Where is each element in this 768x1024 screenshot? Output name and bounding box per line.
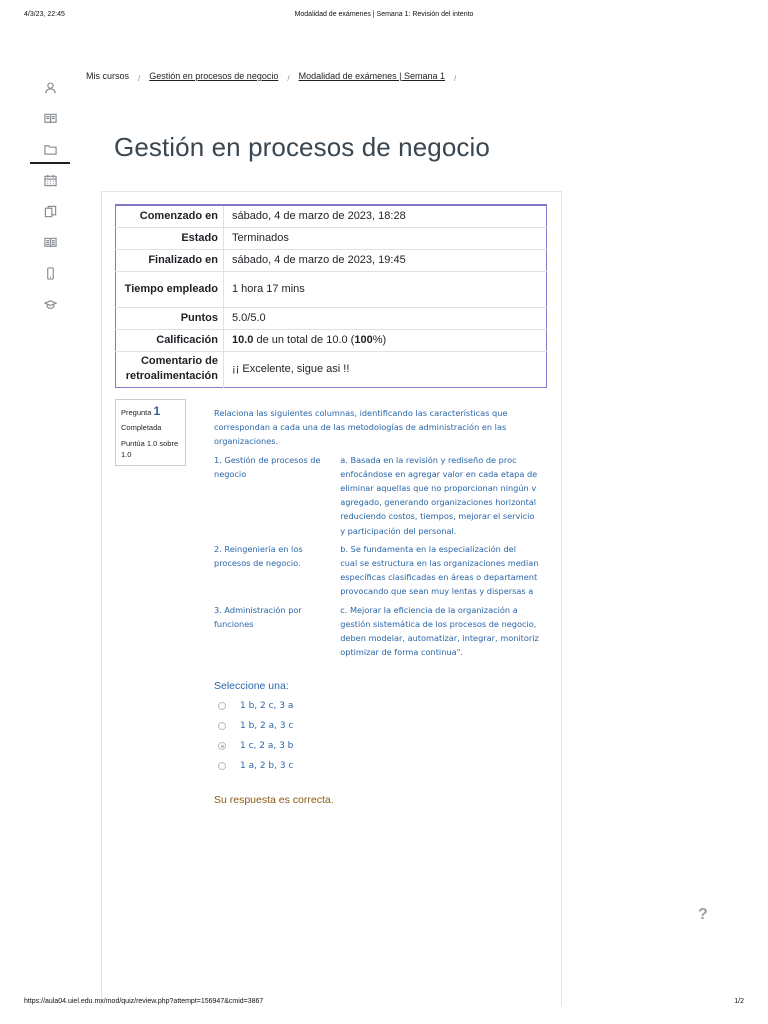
- question-mark: Puntúa 1.0 sobre 1.0: [121, 439, 179, 459]
- attempt-summary-table: [115, 204, 547, 388]
- summary-label: Tiempo empleado: [116, 271, 224, 307]
- answer-options: [218, 696, 293, 776]
- print-date: 4/3/23, 22:45: [24, 11, 65, 18]
- breadcrumb-course[interactable]: Gestión en procesos de negocio: [149, 71, 279, 81]
- question-row-line: optimizar de forma continua".: [340, 647, 463, 658]
- summary-label: Finalizado en: [116, 249, 224, 271]
- question-text: [214, 406, 554, 666]
- summary-row: [116, 329, 547, 351]
- print-page-number: 1/2: [734, 998, 744, 1005]
- summary-value: sábado, 4 de marzo de 2023, 19:45: [224, 249, 547, 271]
- question-row-line: y participación del personal.: [340, 525, 457, 536]
- question-row-left: 2. Reingeniería en los procesos de negocio.: [214, 543, 303, 569]
- question-row-line: reduciendo costos, tiempos, mejorar el servicio: [340, 511, 535, 522]
- question-row-left: 1. Gestión de procesos de negocio: [214, 454, 321, 479]
- phone-icon: [44, 267, 57, 280]
- summary-label: Puntos: [116, 307, 224, 329]
- summary-label: Calificación: [116, 329, 224, 351]
- summary-row: [116, 271, 547, 307]
- question-row-line: eliminar aquellas que no proporcionan ningún v: [340, 483, 537, 494]
- question-label: Pregunta: [121, 408, 152, 417]
- question-number: [121, 404, 180, 418]
- sidebar-item-content[interactable]: [30, 196, 70, 227]
- answer-option[interactable]: [218, 716, 293, 736]
- user-icon: [44, 81, 57, 94]
- summary-label: Comentario de retroalimentación: [116, 351, 224, 387]
- book-open-icon: [44, 236, 57, 249]
- breadcrumb: [86, 71, 465, 81]
- sidebar: [30, 72, 70, 320]
- question-row-line: específicas clasificadas en áreas o departament: [340, 572, 538, 583]
- print-url: https://aula04.uiel.edu.mx/mod/quiz/review.php?attempt=156947&cmid=3867: [24, 998, 264, 1005]
- select-one-label: Seleccione una:: [214, 680, 289, 692]
- sidebar-item-files[interactable]: [30, 134, 70, 165]
- question-row-line: c. Mejorar la eficiencia de la organización a: [340, 604, 518, 615]
- question-row-right: [340, 542, 554, 599]
- answer-option-label: 1 b, 2 a, 3 c: [240, 721, 294, 731]
- question-row-line: enfocándose en agregar valor en cada etapa de: [340, 468, 538, 479]
- sidebar-item-calendar[interactable]: [30, 165, 70, 196]
- question-row-right: [340, 603, 554, 660]
- question-row-line: cual se estructura en las organizaciones median: [340, 558, 539, 569]
- question-row-left: 3. Administración por funciones: [214, 604, 302, 629]
- breadcrumb-quiz[interactable]: Modalidad de exámenes | Semana 1: [298, 71, 446, 81]
- sidebar-item-courses[interactable]: [30, 289, 70, 320]
- summary-value: ¡¡ Excelente, sigue asi !!: [224, 351, 547, 387]
- grade-percent: 100: [354, 334, 373, 346]
- summary-value: 1 hora 17 mins: [224, 271, 547, 307]
- question-intro: Relaciona las siguientes columnas, identificando las características que correspondan a cada una de las metodologías de administración en las organizaciones.: [214, 408, 508, 447]
- book-icon: [44, 112, 57, 125]
- print-title: Modalidad de exámenes | Semana 1: Revisión del intento: [294, 11, 474, 18]
- grade-total-text: de un total de 10.0 (: [253, 334, 355, 346]
- sidebar-item-library[interactable]: [30, 227, 70, 258]
- sidebar-item-grades[interactable]: [30, 103, 70, 134]
- answer-option[interactable]: [218, 756, 293, 776]
- question-row-line: provocando que sean muy lentas y dispersas a: [340, 586, 534, 597]
- question-row-line: agregado, generando organizaciones horizontal: [340, 497, 537, 508]
- copy-icon: [44, 205, 57, 218]
- question-row-line: gestión sistemática de los procesos de negocio,: [340, 618, 537, 629]
- summary-row: [116, 205, 547, 227]
- answer-option-label: 1 a, 2 b, 3 c: [240, 761, 294, 771]
- folder-icon: [44, 143, 57, 156]
- grade-value: 10.0: [232, 334, 254, 346]
- breadcrumb-separator: /: [287, 73, 290, 83]
- answer-feedback: Su respuesta es correcta.: [214, 794, 334, 806]
- question-row: [214, 603, 554, 660]
- breadcrumb-separator: /: [454, 73, 457, 83]
- summary-value: sábado, 4 de marzo de 2023, 18:28: [232, 210, 406, 223]
- breadcrumb-my-courses[interactable]: Mis cursos: [86, 71, 130, 81]
- question-row: [214, 453, 554, 538]
- summary-row: [116, 249, 547, 271]
- graduation-cap-icon: [44, 298, 57, 311]
- question-row-line: b. Se fundamenta en la especialización del: [340, 543, 516, 554]
- question-row-right: [340, 453, 554, 538]
- question-info-box: [115, 399, 186, 466]
- summary-row: [116, 307, 547, 329]
- summary-row: [116, 227, 547, 249]
- question-row: [214, 542, 554, 599]
- summary-label: Comenzado en: [116, 205, 224, 227]
- grade-percent-end: %): [372, 334, 387, 346]
- question-number-value: 1: [153, 404, 161, 418]
- summary-value: 5.0/5.0: [224, 307, 547, 329]
- summary-value: Terminados: [224, 227, 547, 249]
- question-row-line: deben modelar, automatizar, integrar, monitoriz: [340, 633, 539, 644]
- answer-option-selected[interactable]: [218, 736, 293, 756]
- summary-row: [116, 351, 547, 387]
- answer-option-label: 1 b, 2 c, 3 a: [240, 701, 294, 711]
- page-title: Gestión en procesos de negocio: [114, 132, 490, 162]
- calendar-icon: [44, 174, 57, 187]
- sidebar-item-mobile[interactable]: [30, 258, 70, 289]
- summary-value: [224, 329, 547, 351]
- summary-label: Estado: [116, 227, 224, 249]
- print-header: [24, 11, 744, 23]
- sidebar-item-participants[interactable]: [30, 72, 70, 103]
- question-state: Completada: [121, 423, 162, 432]
- radio-button-checked[interactable]: [218, 742, 226, 750]
- answer-option-label: 1 c, 2 a, 3 b: [240, 741, 294, 751]
- answer-option[interactable]: [218, 696, 293, 716]
- question-row-line: a. Basada en la revisión y rediseño de proc: [340, 454, 517, 465]
- breadcrumb-separator: /: [138, 73, 141, 83]
- print-footer: [24, 998, 744, 1010]
- radio-button[interactable]: [218, 762, 226, 770]
- help-button[interactable]: ?: [698, 906, 708, 923]
- radio-button[interactable]: [218, 722, 226, 730]
- radio-button[interactable]: [218, 702, 226, 710]
